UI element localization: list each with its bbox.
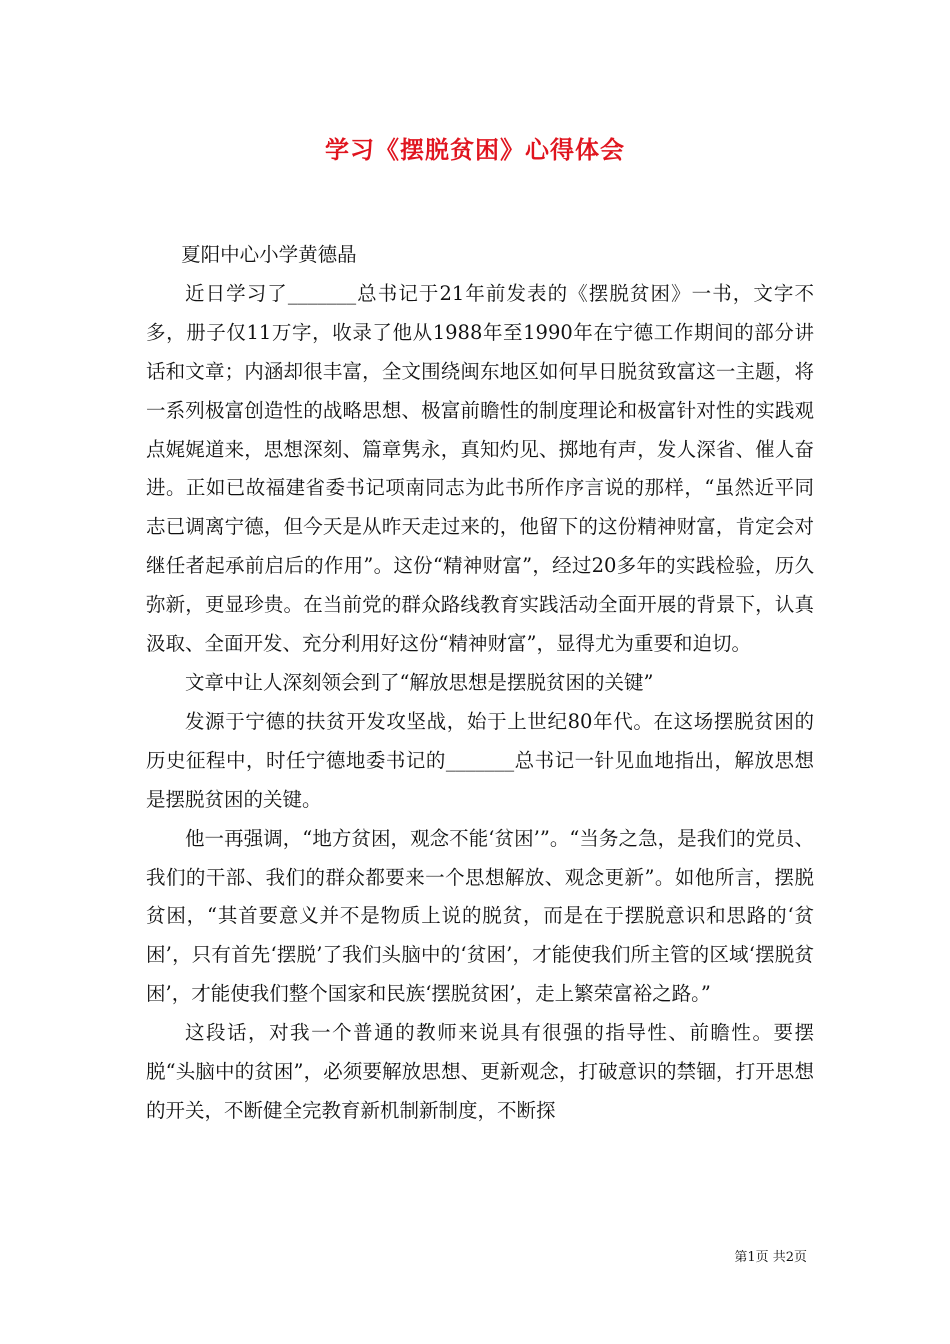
document-body xyxy=(146,236,814,1131)
author-line: 夏阳中心小学黄德晶 xyxy=(181,243,357,266)
paragraph-2: 文章中让人深刻领会到了“解放思想是摆脱贫困的关键” xyxy=(185,670,654,694)
paragraph-3: 发源于宁德的扶贫开发攻坚战，始于上世纪80年代。在这场摆脱贫困的历史征程中，时任宁德地委书记的_______总书记一针见血地指出，解放思想是摆脱贫困的关键。 xyxy=(146,709,814,811)
paragraph-4: 他一再强调，“地方贫困，观念不能‘贫困’”。“当务之急，是我们的党员、我们的干部、我们的群众都要来一个思想解放、观念更新”。如他所言，摆脱贫困，“其首要意义并不是物质上说的脱贫，而是在于摆脱意识和思路的‘贫困’，只有首先‘摆脱’了我们头脑中的‘贫困’，才能使我们所主管的区域‘摆脱贫困’，才能使我们整个国家和民族‘摆脱贫困’，走上繁荣富裕之路。” xyxy=(146,826,814,1006)
page-number: 第1页 共2页 xyxy=(734,1250,807,1265)
document-title: 学习《摆脱贫困》心得体会 xyxy=(325,135,625,164)
paragraph-5: 这段话，对我一个普通的教师来说具有很强的指导性、前瞻性。要摆脱“头脑中的贫困”，必须要解放思想、更新观念，打破意识的禁锢，打开思想的开关，不断健全完教育新机制新制度，不断探 xyxy=(146,1021,814,1122)
paragraph-1: 近日学习了_______总书记于21年前发表的《摆脱贫困》一书，文字不多，册子仅11万字，收录了他从1988年至1990年在宁德工作期间的部分讲话和文章；内涵却很丰富，全文围绕闽东地区如何早日脱贫致富这一主题，将一系列极富创造性的战略思想、极富前瞻性的制度理论和极富针对性的实践观点娓娓道来，思想深刻、篇章隽永，真知灼见、掷地有声，发人深省、催人奋进。正如已故福建省委书记项南同志为此书所作序言说的那样，“虽然近平同志已调离宁德，但今天是从昨天走过来的，他留下的这份精神财富，肯定会对继任者起承前启后的作用”。这份“精神财富”，经过20多年的实践检验，历久弥新，更显珍贵。在当前党的群众路线教育实践活动全面开展的背景下，认真汲取、全面开发、充分利用好这份“精神财富”，显得尤为重要和迫切。 xyxy=(146,281,814,656)
